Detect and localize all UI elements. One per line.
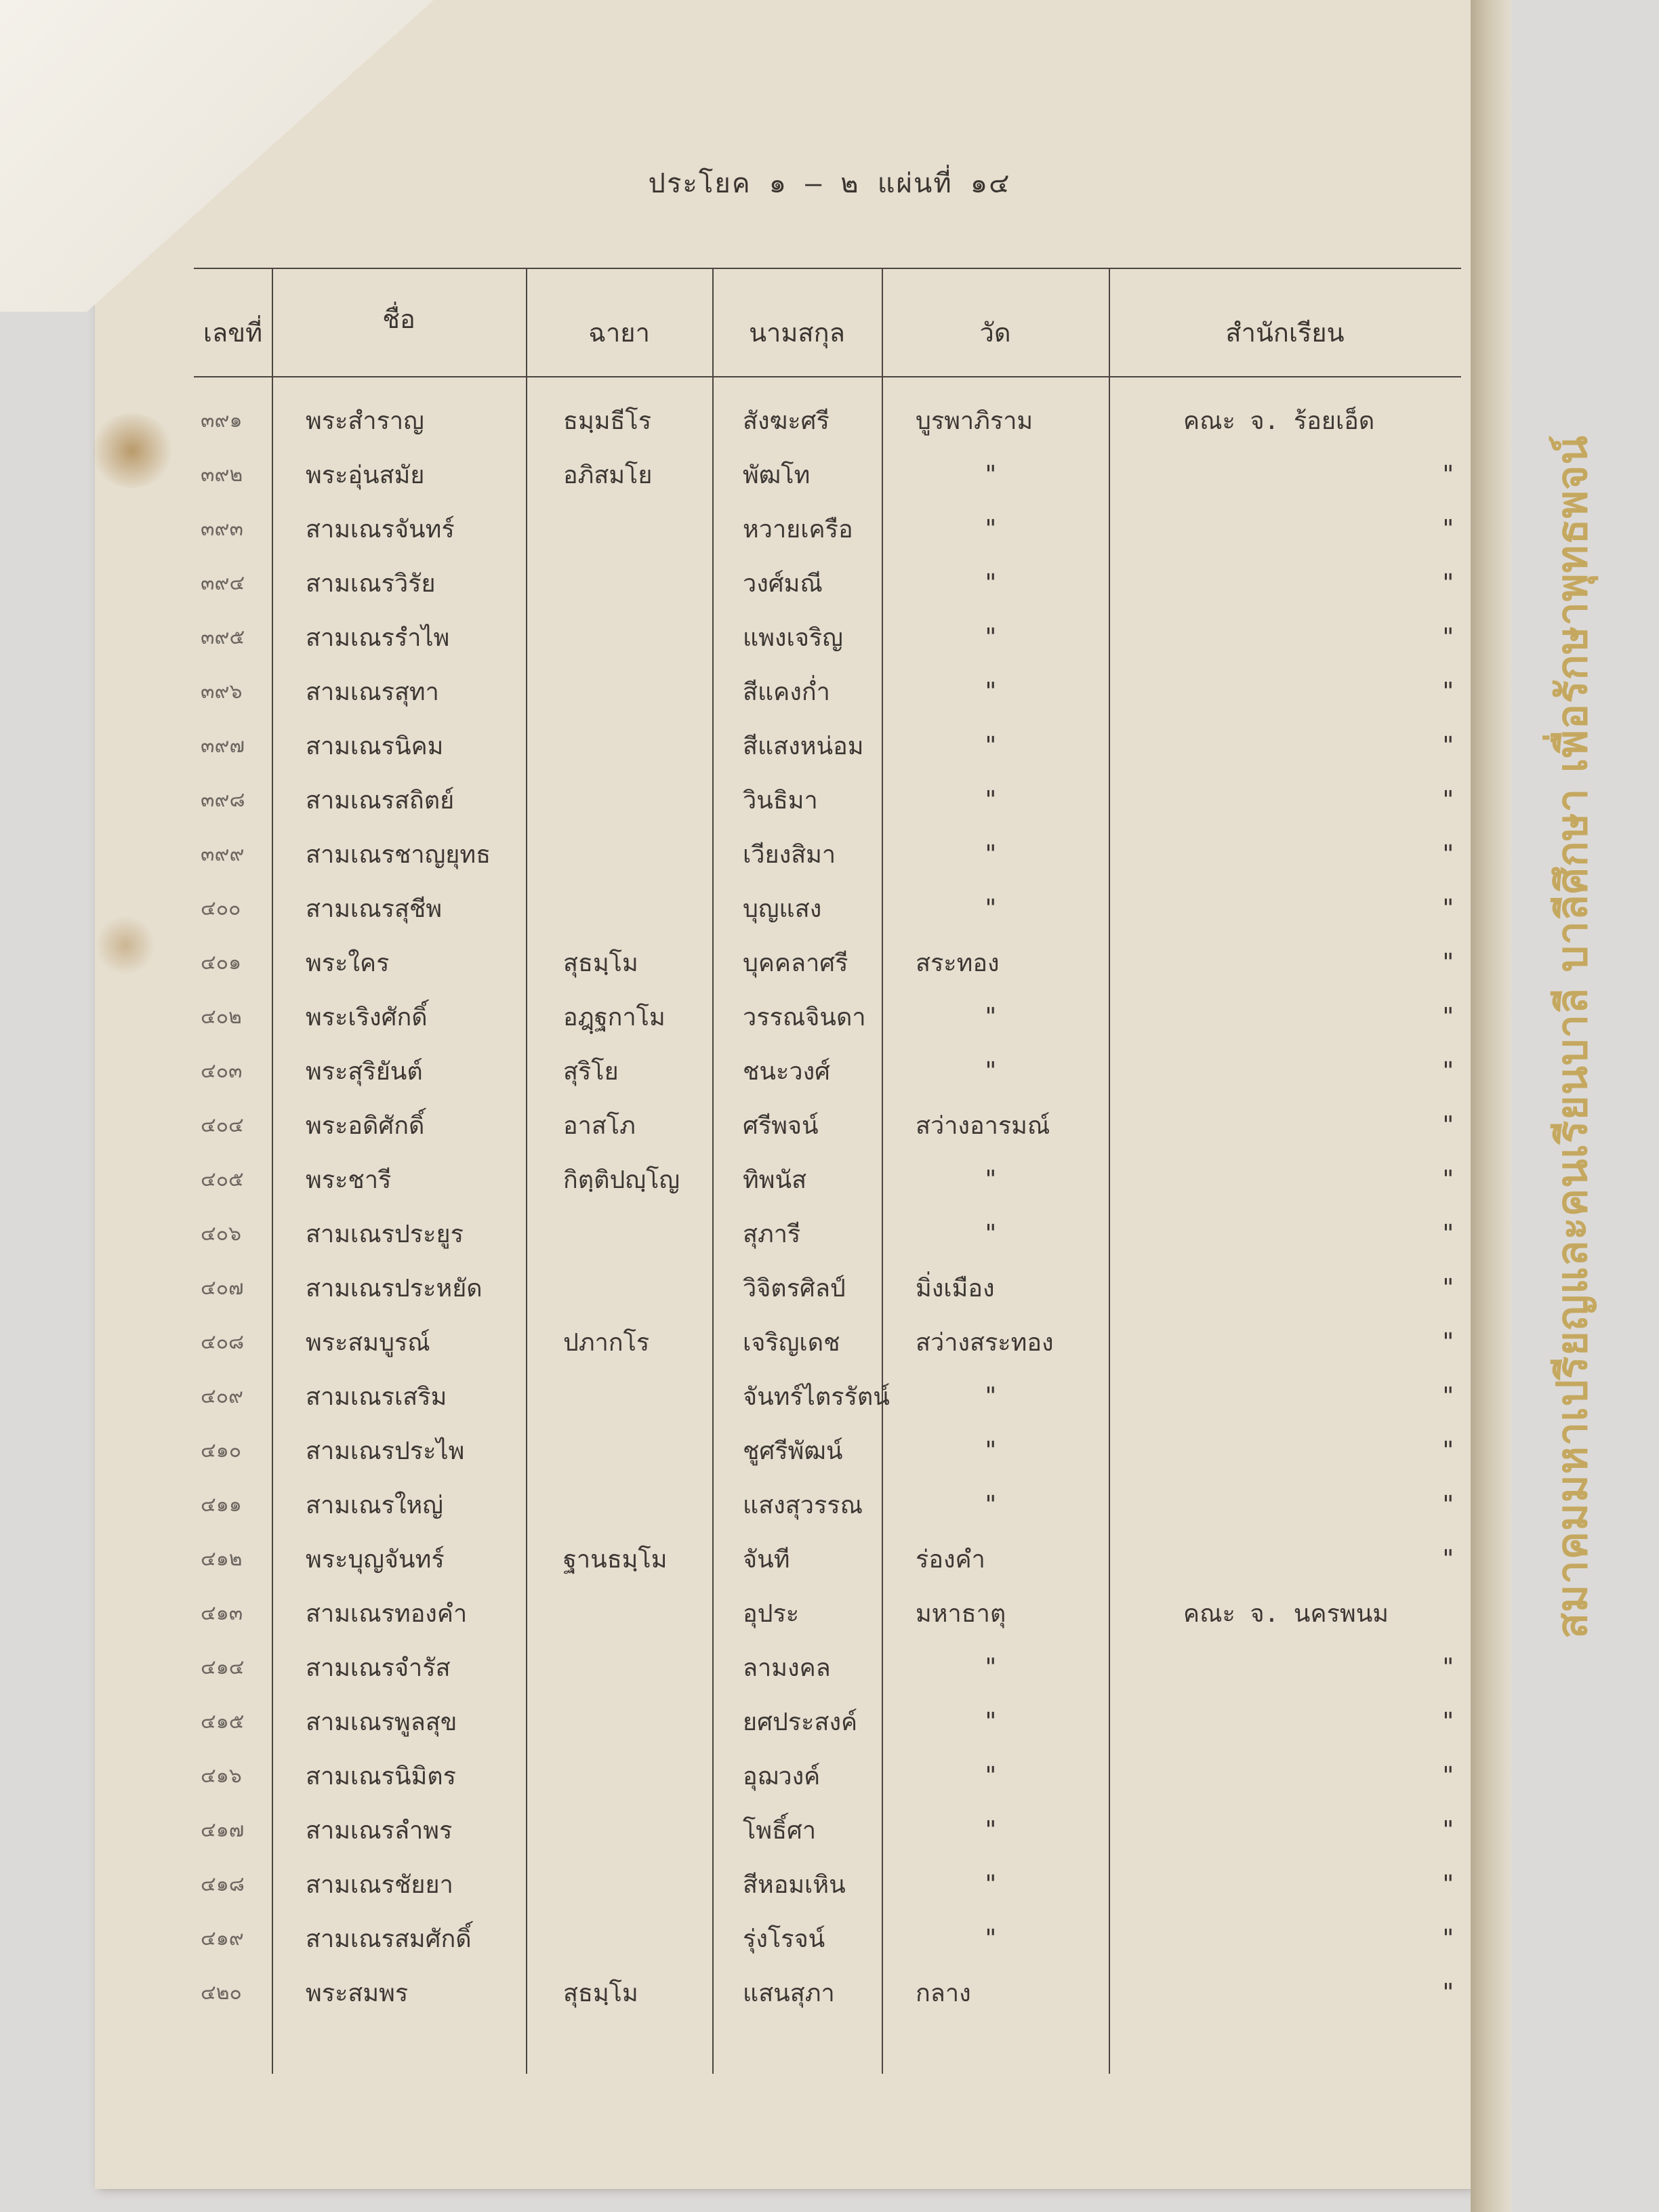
row-school: " (1441, 1436, 1456, 1465)
row-surname: บุญแสง (743, 895, 822, 923)
table-row (194, 1965, 1461, 2020)
row-number: ๓๙๒ (201, 462, 243, 487)
row-school: คณะ จ. ร้อยเอ็ด (1183, 407, 1375, 435)
row-name: สามเณรประยูร (306, 1220, 464, 1248)
row-chaya (563, 827, 739, 881)
table-top-rule (194, 268, 1461, 269)
row-number: ๔๑๐ (201, 1438, 242, 1462)
page-title: ประโยค ๑ – ๒ แผ่นที่ ๑๔ (648, 168, 1011, 199)
table-row (194, 1044, 1461, 1098)
row-number: ๔๐๙ (201, 1384, 243, 1408)
row-wat: " (983, 1924, 998, 1952)
row-wat: " (983, 1382, 998, 1410)
row-wat: " (983, 569, 998, 597)
header-chaya: ฉายา (588, 317, 650, 348)
row-surname: สีหอมเหิน (743, 1870, 846, 1899)
row-wat: ร่องคำ (916, 1545, 985, 1574)
row-name: สามเณรลำพร (306, 1816, 453, 1845)
row-surname: เวียงสิมา (743, 840, 836, 869)
row-surname: หวายเครือ (743, 515, 853, 544)
row-surname: ยศประสงค์ (743, 1708, 858, 1736)
row-chaya (563, 1261, 739, 1315)
table-row (194, 556, 1461, 610)
row-surname: สีแสงหน่อม (743, 732, 864, 760)
row-number: ๔๑๗ (201, 1818, 245, 1842)
row-wat: " (983, 1870, 998, 1898)
watermark (1484, 0, 1659, 2212)
row-name: พระชารี (306, 1166, 392, 1194)
row-school: " (1441, 1057, 1456, 1085)
row-school: " (1441, 785, 1456, 814)
row-number: ๓๙๖ (201, 679, 243, 703)
row-wat: " (983, 1219, 998, 1248)
row-number: ๓๙๑ (201, 408, 243, 432)
row-wat: " (983, 840, 998, 868)
row-school: " (1441, 1761, 1456, 1790)
row-number: ๔๑๓ (201, 1601, 243, 1625)
header-surname: นามสกุล (749, 317, 845, 348)
row-name: สามเณรทองคำ (306, 1599, 468, 1628)
row-name: สามเณรใหญ่ (306, 1491, 443, 1519)
table-row (194, 1261, 1461, 1315)
paper-stain (95, 915, 156, 976)
row-wat: กลาง (916, 1979, 971, 2007)
row-surname: แพงเจริญ (743, 623, 843, 652)
row-surname: บุคคลาศรี (743, 949, 848, 977)
row-wat: สว่างอารมณ์ (916, 1111, 1050, 1140)
header-wat: วัด (979, 317, 1011, 348)
row-chaya (563, 773, 739, 827)
table-row (194, 1152, 1461, 1206)
row-name: สามเณรสมศักดิ์ (306, 1925, 472, 1953)
row-number: ๔๒๐ (201, 1980, 242, 2005)
row-school: " (1441, 1870, 1456, 1898)
table-row (194, 1640, 1461, 1694)
row-name: พระใคร (306, 949, 390, 977)
row-number: ๓๙๗ (201, 733, 245, 758)
row-number: ๓๙๔ (201, 571, 245, 595)
table-row (194, 1857, 1461, 1911)
row-number: ๔๐๑ (201, 950, 242, 975)
row-school: " (1441, 1165, 1456, 1193)
row-surname: ศรีพจน์ (743, 1111, 819, 1140)
table-row (194, 1206, 1461, 1261)
row-chaya: กิตฺติปญฺโญ (563, 1166, 680, 1194)
row-school: " (1441, 514, 1456, 543)
row-number: ๔๐๔ (201, 1113, 244, 1137)
row-wat: " (983, 460, 998, 489)
row-chaya: อฎฺฐกาโม (563, 1003, 665, 1031)
row-number: ๔๑๑ (201, 1492, 242, 1517)
row-surname: ทิพนัส (743, 1166, 807, 1194)
row-name: สามเณรสุชีพ (306, 895, 443, 923)
row-name: พระอุ่นสมัย (306, 461, 425, 489)
row-number: ๔๑๖ (201, 1763, 242, 1788)
row-school: " (1441, 1816, 1456, 1844)
row-wat: " (983, 1057, 998, 1085)
row-wat: " (983, 1653, 998, 1681)
row-chaya (563, 1369, 739, 1423)
row-chaya (563, 1694, 739, 1748)
row-school: " (1441, 948, 1456, 977)
row-name: สามเณรรำไพ (306, 623, 450, 652)
table-row (194, 1694, 1461, 1748)
row-school: " (1441, 894, 1456, 922)
table-row (194, 664, 1461, 718)
table-row (194, 1098, 1461, 1152)
row-surname: โพธิ์ศา (743, 1816, 817, 1845)
table-row (194, 393, 1461, 447)
row-school: " (1441, 1111, 1456, 1139)
row-chaya (563, 1206, 739, 1261)
row-surname: พัฒโท (743, 461, 811, 489)
row-school: " (1441, 1707, 1456, 1736)
row-surname: แสงสุวรรณ (743, 1491, 863, 1519)
row-number: ๓๙๙ (201, 842, 245, 866)
row-surname: อุประ (743, 1599, 800, 1628)
row-number: ๓๙๘ (201, 787, 245, 812)
row-surname: แสนสุภา (743, 1979, 835, 2007)
row-chaya (563, 1748, 739, 1803)
row-school: " (1441, 460, 1456, 489)
row-chaya (563, 718, 739, 773)
row-name: สามเณรนิมิตร (306, 1762, 457, 1790)
row-school: " (1441, 1273, 1456, 1302)
row-surname: วรรณจินดา (743, 1003, 866, 1031)
row-chaya: อภิสมโย (563, 461, 653, 489)
row-school: " (1441, 677, 1456, 705)
row-wat: มิ่งเมือง (916, 1274, 995, 1303)
table-row (194, 447, 1461, 501)
row-surname: ชูศรีพัฒน์ (743, 1437, 843, 1465)
row-chaya (563, 1803, 739, 1857)
row-name: สามเณรสุทา (306, 678, 439, 706)
table-row (194, 1477, 1461, 1532)
row-surname: ชนะวงศ์ (743, 1057, 831, 1086)
row-surname: จันทร์ไตรรัตน์ (743, 1382, 890, 1411)
table-row (194, 1423, 1461, 1477)
row-chaya (563, 1640, 739, 1694)
table-row (194, 1803, 1461, 1857)
row-school: " (1441, 569, 1456, 597)
row-wat: " (983, 1816, 998, 1844)
row-number: ๔๐๘ (201, 1330, 245, 1354)
row-surname: ลามงคล (743, 1654, 831, 1682)
row-surname: วงศ์มณี (743, 569, 823, 598)
header-number: เลขที่ (203, 317, 263, 348)
table-row (194, 610, 1461, 664)
row-chaya (563, 556, 739, 610)
row-wat: " (983, 785, 998, 814)
row-wat: " (983, 514, 998, 543)
row-chaya (563, 881, 739, 935)
row-name: สามเณรนิคม (306, 732, 444, 760)
row-school: " (1441, 1544, 1456, 1573)
row-surname: สุภารี (743, 1220, 801, 1248)
header-school: สำนักเรียน (1225, 317, 1345, 348)
row-number: ๔๐๒ (201, 1004, 242, 1029)
row-school: " (1441, 840, 1456, 868)
row-wat: " (983, 731, 998, 760)
row-chaya: ปภากโร (563, 1328, 650, 1357)
row-chaya (563, 1477, 739, 1532)
row-name: พระอดิศักดิ์ (306, 1111, 425, 1140)
row-school: " (1441, 1490, 1456, 1519)
row-number: ๔๐๓ (201, 1059, 243, 1083)
row-name: พระเริงศักดิ์ (306, 1003, 428, 1031)
row-school: " (1441, 1219, 1456, 1248)
row-name: สามเณรชาญยุทธ (306, 840, 491, 869)
table-row (194, 935, 1461, 989)
table-row (194, 773, 1461, 827)
row-name: พระบุญจันทร์ (306, 1545, 445, 1574)
row-name: พระสำราญ (306, 407, 424, 435)
row-chaya: ฐานธมฺโม (563, 1545, 668, 1574)
row-surname: เจริญเดช (743, 1328, 840, 1357)
row-wat: " (983, 1707, 998, 1736)
row-number: ๔๐๐ (201, 896, 241, 920)
row-wat: " (983, 677, 998, 705)
row-number: ๔๑๒ (201, 1547, 243, 1571)
header-name: ชื่อ (382, 304, 415, 334)
row-name: สามเณรจำรัส (306, 1654, 451, 1682)
row-school: " (1441, 1924, 1456, 1952)
row-name: พระสมบูรณ์ (306, 1328, 430, 1357)
row-chaya: อาสโภ (563, 1111, 636, 1140)
roster-table (194, 268, 1461, 2074)
row-number: ๔๐๖ (201, 1221, 242, 1246)
row-surname: อุฌวงค์ (743, 1762, 821, 1790)
table-row (194, 1586, 1461, 1640)
row-school: " (1441, 1978, 1456, 2007)
row-number: ๔๑๘ (201, 1872, 245, 1896)
row-school: " (1441, 623, 1456, 651)
header-rule (194, 376, 1461, 377)
row-name: พระสมพร (306, 1979, 409, 2007)
row-number: ๔๑๕ (201, 1709, 245, 1734)
row-surname: สีแคงก่ำ (743, 678, 830, 706)
paper-stain (88, 413, 176, 488)
row-chaya: ธมฺมธีโร (563, 407, 652, 435)
table-row (194, 1315, 1461, 1369)
table-row (194, 718, 1461, 773)
row-wat: " (983, 1761, 998, 1790)
row-name: สามเณรประไพ (306, 1437, 465, 1465)
row-name: สามเณรเสริม (306, 1382, 447, 1411)
row-number: ๔๐๗ (201, 1275, 244, 1300)
row-surname: วินธิมา (743, 786, 818, 815)
row-wat: " (983, 1002, 998, 1031)
row-chaya (563, 1911, 739, 1965)
table-row (194, 881, 1461, 935)
row-wat: บูรพาภิราม (916, 407, 1033, 435)
row-chaya (563, 501, 739, 556)
table-row (194, 989, 1461, 1044)
row-school: " (1441, 1328, 1456, 1356)
row-name: สามเณรจันทร์ (306, 515, 455, 544)
row-chaya (563, 664, 739, 718)
row-chaya (563, 1857, 739, 1911)
row-chaya (563, 1586, 739, 1640)
row-wat: สว่างสระทอง (916, 1328, 1054, 1357)
row-number: ๔๐๕ (201, 1167, 244, 1191)
row-chaya: สุธมฺโม (563, 1979, 638, 2007)
table-row (194, 1532, 1461, 1586)
row-wat: " (983, 623, 998, 651)
row-surname: รุ่งโรจน์ (743, 1925, 825, 1953)
row-wat: " (983, 1165, 998, 1193)
table-row (194, 1911, 1461, 1965)
row-chaya: สุริโย (563, 1057, 619, 1086)
row-name: สามเณรวิรัย (306, 569, 436, 598)
row-wat: สระทอง (916, 949, 1000, 977)
row-school: คณะ จ. นครพนม (1183, 1599, 1389, 1628)
row-name: สามเณรชัยยา (306, 1870, 453, 1899)
row-name: สามเณรประหยัด (306, 1274, 483, 1303)
row-school: " (1441, 1002, 1456, 1031)
row-wat: " (983, 894, 998, 922)
row-name: สามเณรพูลสุข (306, 1708, 457, 1736)
row-number: ๔๑๙ (201, 1926, 244, 1950)
row-number: ๓๙๕ (201, 625, 245, 649)
row-surname: สังฆะศรี (743, 407, 830, 435)
table-row (194, 501, 1461, 556)
table-row (194, 1369, 1461, 1423)
row-wat: " (983, 1436, 998, 1465)
row-surname: วิจิตรศิลป์ (743, 1274, 846, 1303)
row-wat: มหาธาตุ (916, 1599, 1006, 1628)
row-surname: จันที (743, 1545, 790, 1574)
table-row (194, 827, 1461, 881)
row-chaya (563, 1423, 739, 1477)
row-number: ๔๑๔ (201, 1655, 245, 1679)
row-school: " (1441, 1653, 1456, 1681)
watermark-text: สมาคมมหาเปรียญและคนเรียนบาลี บาลีศึกษา เพื่อรักษาพุทธพจน์ (1547, 435, 1597, 1639)
row-chaya (563, 610, 739, 664)
row-wat: " (983, 1490, 998, 1519)
row-number: ๓๙๓ (201, 516, 243, 541)
table-row (194, 1748, 1461, 1803)
row-name: สามเณรสถิตย์ (306, 786, 455, 815)
row-school: " (1441, 1382, 1456, 1410)
row-name: พระสุริยันต์ (306, 1057, 423, 1086)
row-school: " (1441, 731, 1456, 760)
row-chaya: สุธมฺโม (563, 949, 638, 977)
